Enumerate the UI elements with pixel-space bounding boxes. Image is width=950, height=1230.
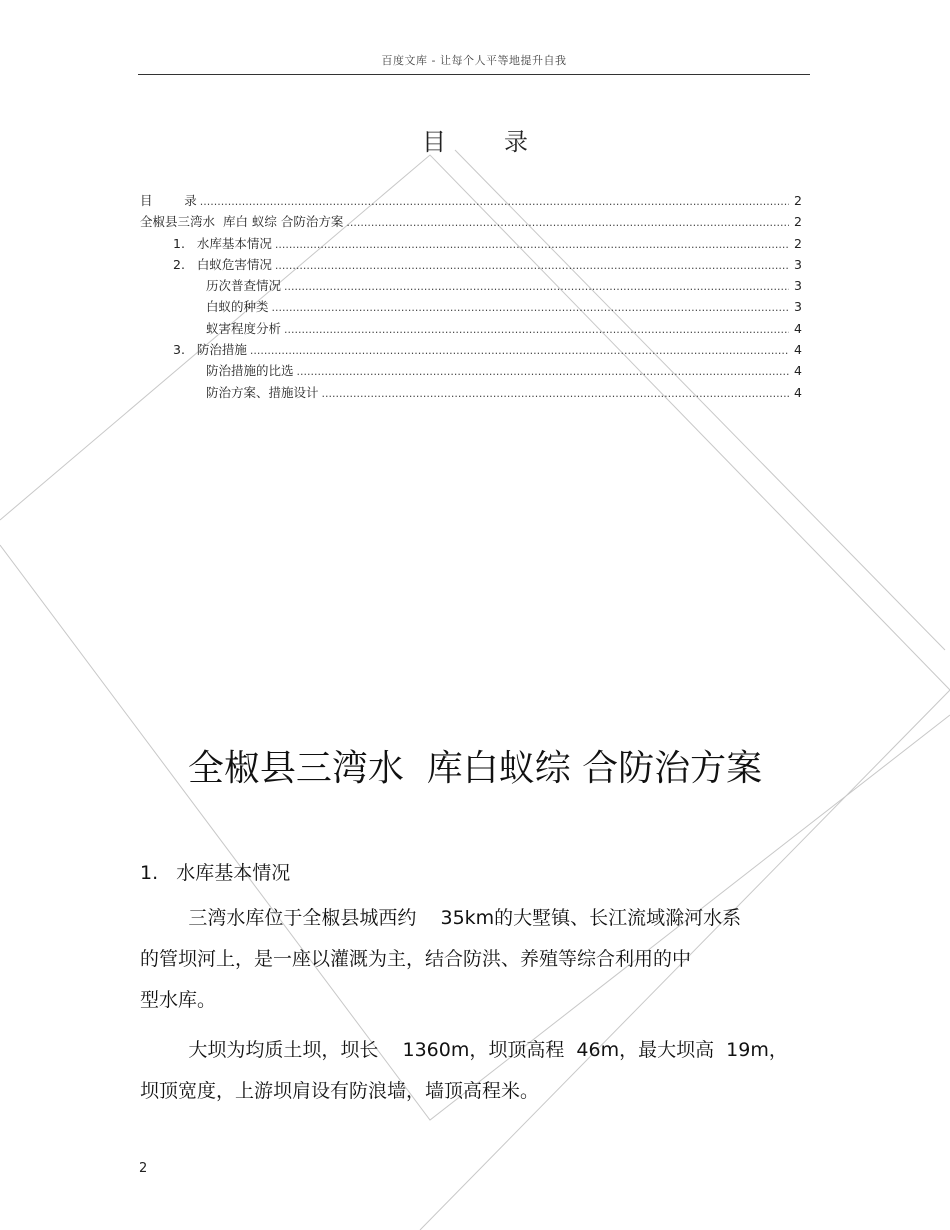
toc-entry-label: 防治方案、措施设计 <box>206 384 319 400</box>
toc-entry[interactable] <box>140 254 802 275</box>
toc-entry[interactable] <box>140 296 802 317</box>
toc-leader-dots <box>322 383 789 404</box>
section-heading: 1. 水库基本情况 <box>140 862 291 884</box>
toc-entry-page: 3 <box>794 299 802 315</box>
toc-entry-page: 3 <box>794 256 802 272</box>
body-paragraph <box>140 1030 800 1112</box>
header-divider <box>138 74 810 75</box>
toc-entry[interactable] <box>140 275 802 296</box>
toc-leader-dots <box>250 340 789 361</box>
toc-entry-page: 4 <box>794 384 802 400</box>
toc-entry-page: 3 <box>794 278 802 294</box>
toc-entry-label: 3. 防治措施 <box>173 342 247 358</box>
toc-entry-label: 2. 白蚁危害情况 <box>173 256 272 272</box>
paragraph-line: 的管坝河上，是一座以灌溉为主，结合防洪、养殖等综合利用的中 <box>140 948 692 970</box>
toc-entry-label: 蚁害程度分析 <box>206 320 282 336</box>
toc-entry-label: 防治措施的比选 <box>206 363 294 379</box>
document-title: 全椒县三湾水 库白蚁综 合防治方案 <box>187 748 763 789</box>
paragraph-line: 型水库。 <box>140 989 217 1011</box>
toc-entry[interactable] <box>140 211 802 232</box>
paragraph-line: 大坝为均质土坝，坝长 1360m，坝顶高程 46m，最大坝高 19m， <box>140 1039 788 1061</box>
toc-entry-label: 白蚁的种类 <box>206 299 269 315</box>
toc-title <box>0 122 950 157</box>
toc-entry-label: 全椒县三湾水 库白 蚁综 合防治方案 <box>140 214 344 230</box>
toc-entry-page: 4 <box>794 342 802 358</box>
toc-entry[interactable] <box>140 382 802 403</box>
toc-entry-label: 1. 水库基本情况 <box>173 235 272 251</box>
toc-entry-page: 2 <box>794 214 802 230</box>
toc-entry[interactable] <box>140 318 802 339</box>
toc-entry-label: 目 录 <box>140 193 197 208</box>
page-number: 2 <box>139 1161 148 1176</box>
toc-leader-dots <box>275 255 789 276</box>
toc-leader-dots <box>284 276 789 297</box>
toc-leader-dots <box>346 212 789 233</box>
toc-entry-page: 4 <box>794 320 802 336</box>
page-header: 百度文库 - 让每个人平等地提升自我 <box>381 54 567 67</box>
body-paragraph <box>140 898 800 1021</box>
toc-title-left: 目 <box>422 128 446 156</box>
table-of-contents <box>140 190 802 403</box>
paragraph-line: 坝顶宽度，上游坝肩设有防浪墙，墙顶高程米。 <box>140 1080 540 1102</box>
toc-entry-page: 2 <box>794 235 802 251</box>
toc-leader-dots <box>297 361 789 382</box>
toc-leader-dots <box>272 297 789 318</box>
toc-entry-page: 4 <box>794 363 802 379</box>
toc-entry[interactable] <box>140 339 802 360</box>
toc-leader-dots <box>200 191 789 212</box>
toc-entry[interactable] <box>140 190 802 211</box>
toc-entry[interactable] <box>140 360 802 381</box>
toc-entry-label: 历次普查情况 <box>206 278 282 294</box>
paragraph-line: 三湾水库位于全椒县城西约 35km的大墅镇、长江流域滁河水系 <box>140 907 742 929</box>
toc-leader-dots <box>275 234 789 255</box>
toc-leader-dots <box>284 319 789 340</box>
toc-title-right: 录 <box>504 128 528 156</box>
toc-entry-page: 2 <box>794 193 802 208</box>
toc-entry[interactable] <box>140 233 802 254</box>
